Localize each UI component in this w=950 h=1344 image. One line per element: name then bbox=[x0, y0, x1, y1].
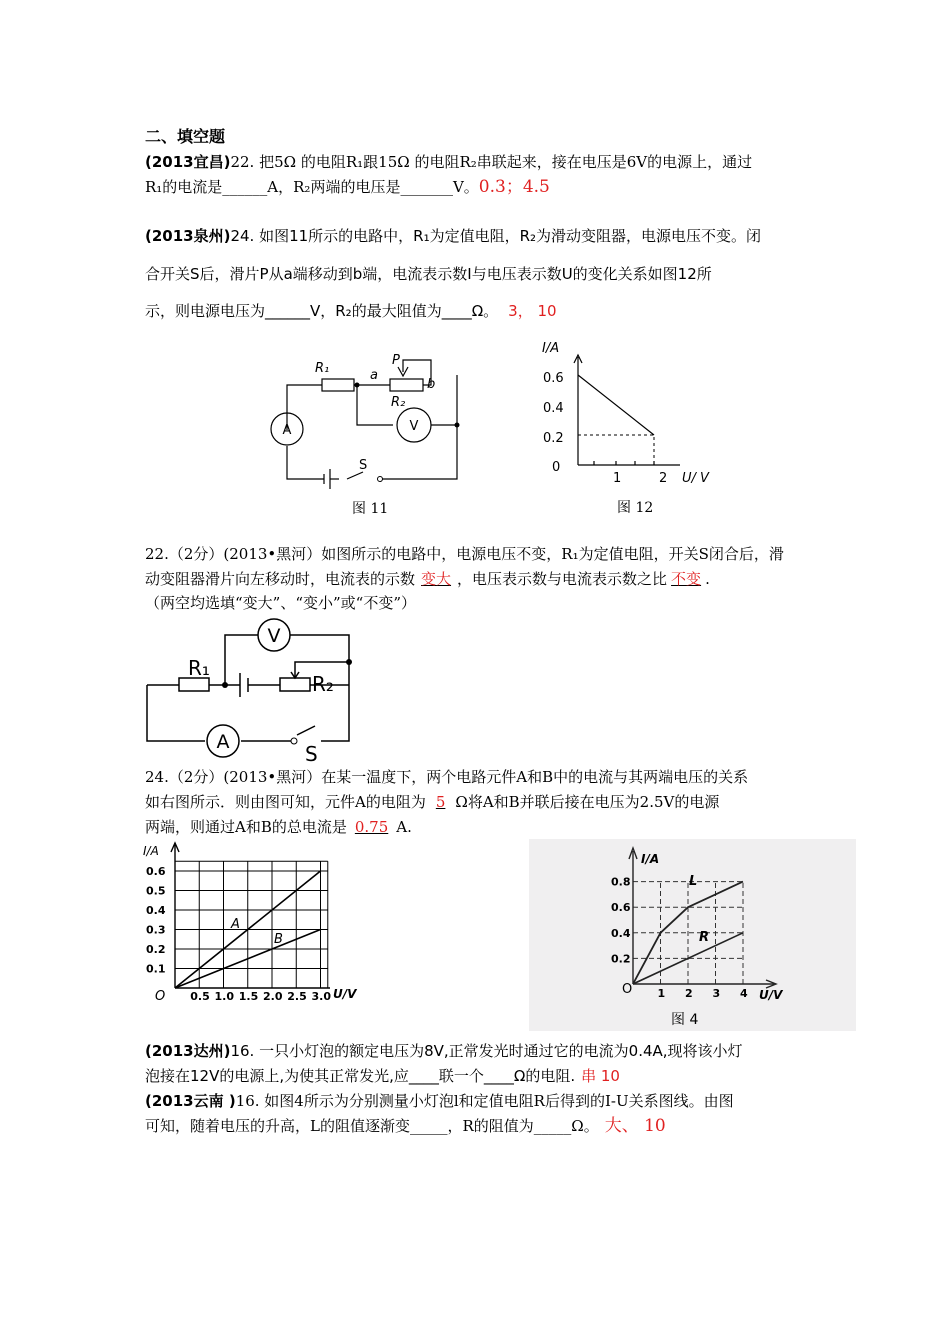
q1-source: (2013宜昌) bbox=[145, 153, 231, 171]
fig4-caption: 图 4 bbox=[671, 1012, 699, 1028]
fig12-graph bbox=[530, 335, 730, 495]
fig12-ytick-1: 0.4 bbox=[543, 401, 564, 416]
fig11-label-s: S bbox=[359, 458, 368, 473]
q3-circuit bbox=[145, 615, 360, 765]
fig4-ytick: 0.6 bbox=[611, 901, 631, 915]
fig4-xtick: 1 bbox=[657, 987, 666, 1000]
q3-line3: （两空均选填“变大”、“变小”或“不变”） bbox=[145, 594, 417, 612]
q6-source: (2013云南 ) bbox=[145, 1092, 236, 1110]
q1-text2: R₁的电流是______A，R₂两端的电压是_______V。 bbox=[145, 178, 479, 196]
fig11-r1-resistor bbox=[322, 379, 354, 391]
q4-xtick: 1.5 bbox=[238, 990, 259, 1003]
q3-label-v: V bbox=[267, 625, 281, 647]
q3-label-a: A bbox=[216, 731, 230, 753]
q3-answer2: 不变 bbox=[671, 570, 702, 588]
fig4-ytick: 0.4 bbox=[611, 926, 631, 940]
fig4-label-r: R bbox=[699, 930, 710, 945]
fig4-xtick: 3 bbox=[712, 987, 721, 1000]
q4-ytick: 0.6 bbox=[146, 865, 166, 878]
q4-chart bbox=[140, 840, 380, 1010]
fig4-ytick: 0.8 bbox=[611, 875, 631, 889]
q2-text1: 24. 如图11所示的电路中，R₁为定值电阻，R₂为滑动变阻器，电源电压不变。闭 bbox=[230, 227, 762, 245]
fig11-circuit bbox=[265, 350, 475, 495]
fig12-xlabel: U/ V bbox=[682, 471, 709, 486]
fig11-caption: 图 11 bbox=[352, 501, 389, 517]
fig11-label-a-meter: A bbox=[282, 423, 292, 438]
q3-line1: 22.（2分）(2013•黑河）如图所示的电路中，电源电压不变，R₁为定值电阻，开关S闭合后，滑 bbox=[145, 545, 784, 563]
q6-line1 bbox=[145, 1091, 734, 1111]
fig11-label-v: V bbox=[409, 419, 419, 434]
q3-line2 bbox=[145, 569, 710, 589]
q4-origin: O bbox=[155, 989, 166, 1004]
fig4-xtick: 2 bbox=[685, 987, 693, 1000]
q5-source: (2013达州) bbox=[145, 1042, 231, 1060]
q6-line2 bbox=[145, 1116, 666, 1136]
fig11-label-b: b bbox=[427, 377, 436, 392]
q3-r2-resistor bbox=[280, 678, 310, 691]
q5-line1 bbox=[145, 1041, 743, 1061]
q4-label-b: B bbox=[274, 932, 283, 947]
fig12-ytick-0: 0.6 bbox=[543, 371, 564, 386]
fig11-label-r2: R₂ bbox=[391, 395, 406, 410]
fig4-ylabel: I/A bbox=[641, 852, 660, 866]
q4-ytick: 0.4 bbox=[146, 904, 166, 917]
q3-label-s: S bbox=[305, 742, 318, 766]
q5-text1: 16. 一只小灯泡的额定电压为8V,正常发光时通过它的电流为0.4A,现将该小灯 bbox=[230, 1042, 743, 1060]
q4-line3 bbox=[145, 817, 412, 837]
q4-xtick: 1.0 bbox=[214, 990, 234, 1003]
fig11-label-p: P bbox=[392, 353, 400, 368]
q4-line2 bbox=[145, 792, 719, 812]
q4-ytick: 0.2 bbox=[146, 943, 166, 956]
fig4-xtick: 4 bbox=[740, 987, 748, 1000]
q3-label-r2: R₂ bbox=[312, 672, 334, 696]
fig12-guide bbox=[578, 435, 654, 465]
q4-text2b: Ω将A和B并联后接在电压为2.5V的电源 bbox=[455, 793, 720, 811]
q4-line1: 24.（2分）(2013•黑河）在某一温度下，两个电路元件A和B中的电流与其两端电压的关系 bbox=[145, 768, 749, 786]
q4-ytick: 0.3 bbox=[146, 923, 166, 937]
q1-line1 bbox=[145, 152, 752, 172]
q2-line2: 合开关S后，滑片P从a端移动到b端，电流表示数I与电压表示数U的变化关系如图12所 bbox=[145, 265, 712, 283]
fig12-line bbox=[578, 375, 654, 435]
q4-xlabel: U/V bbox=[333, 987, 357, 1001]
fig12-origin: 0 bbox=[552, 460, 561, 475]
q6-text2: 可知，随着电压的升高，L的阻值逐渐变_____，R的阻值为_____Ω。 bbox=[145, 1117, 599, 1135]
q2-source: (2013泉州) bbox=[145, 227, 231, 245]
q6-text1: 16. 如图4所示为分别测量小灯泡l和定值电阻R后得到的I-U关系图线。由图 bbox=[235, 1092, 734, 1110]
fig12-xtick-1: 2 bbox=[659, 471, 668, 486]
q5-answer: 串 10 bbox=[581, 1067, 620, 1085]
q4-text2a: 如右图所示．则由图可知，元件A的电阻为 bbox=[145, 793, 426, 811]
q4-xtick: 3.0 bbox=[311, 990, 331, 1003]
fig4-origin: O bbox=[622, 982, 633, 997]
fig12-ytick-2: 0.2 bbox=[543, 431, 564, 446]
q4-label-a: A bbox=[231, 917, 240, 932]
q2-line3 bbox=[145, 301, 557, 321]
fig11-r2-resistor bbox=[390, 379, 423, 391]
q3-text2c: . bbox=[705, 570, 710, 588]
fig12-xtick-0: 1 bbox=[613, 471, 622, 486]
q1-line2 bbox=[145, 177, 550, 197]
q3-text2a: 动变阻器滑片向左移动时，电流表的示数 bbox=[145, 570, 416, 588]
fig11-label-r1: R₁ bbox=[315, 361, 330, 376]
fig11-label-a: a bbox=[370, 368, 378, 383]
q4-xtick: 2.5 bbox=[287, 990, 307, 1003]
fig12-caption: 图 12 bbox=[617, 500, 654, 516]
q2-line1 bbox=[145, 226, 761, 246]
q4-ytick: 0.5 bbox=[146, 884, 166, 898]
section-title: 二、填空题 bbox=[145, 127, 226, 146]
q4-text3a: 两端，则通过A和B的总电流是 bbox=[145, 818, 347, 836]
q4-answer1: 5 bbox=[435, 793, 446, 811]
fig12-ylabel: I/A bbox=[542, 341, 560, 356]
q4-text3b: A. bbox=[396, 818, 412, 836]
q4-ytick: 0.1 bbox=[146, 962, 166, 976]
q3-label-r1: R₁ bbox=[188, 656, 210, 680]
q4-xtick: 2.0 bbox=[263, 990, 283, 1003]
q4-answer2: 0.75 bbox=[354, 818, 389, 836]
q1-answer: 0.3；4.5 bbox=[478, 177, 550, 197]
fig4-xlabel: U/V bbox=[759, 988, 783, 1002]
q5-line2 bbox=[145, 1066, 620, 1086]
fig4-chart bbox=[529, 839, 856, 1031]
q2-text3: 示，则电源电压为______V，R₂的最大阻值为____Ω。 bbox=[145, 302, 499, 320]
fig12-plot bbox=[578, 375, 654, 465]
fig4-ytick: 0.2 bbox=[611, 952, 631, 966]
q5-text2: 泡接在12V的电源上,为使其正常发光,应____联一个____Ω的电阻. bbox=[145, 1067, 576, 1085]
q2-answer: 3， 10 bbox=[508, 302, 557, 320]
q4-ylabel: I/A bbox=[143, 844, 159, 858]
q1-text1: 22. 把5Ω 的电阻R₁跟15Ω 的电阻R₂串联起来，接在电压是6V的电源上，通过 bbox=[230, 153, 753, 171]
q6-answer: 大、 10 bbox=[604, 1116, 666, 1136]
q3-answer1: 变大 bbox=[421, 570, 452, 588]
fig4-label-l: L bbox=[689, 874, 698, 889]
q3-text2b: ，电压表示数与电流表示数之比 bbox=[457, 570, 668, 588]
q4-xtick: 0.5 bbox=[190, 990, 210, 1003]
